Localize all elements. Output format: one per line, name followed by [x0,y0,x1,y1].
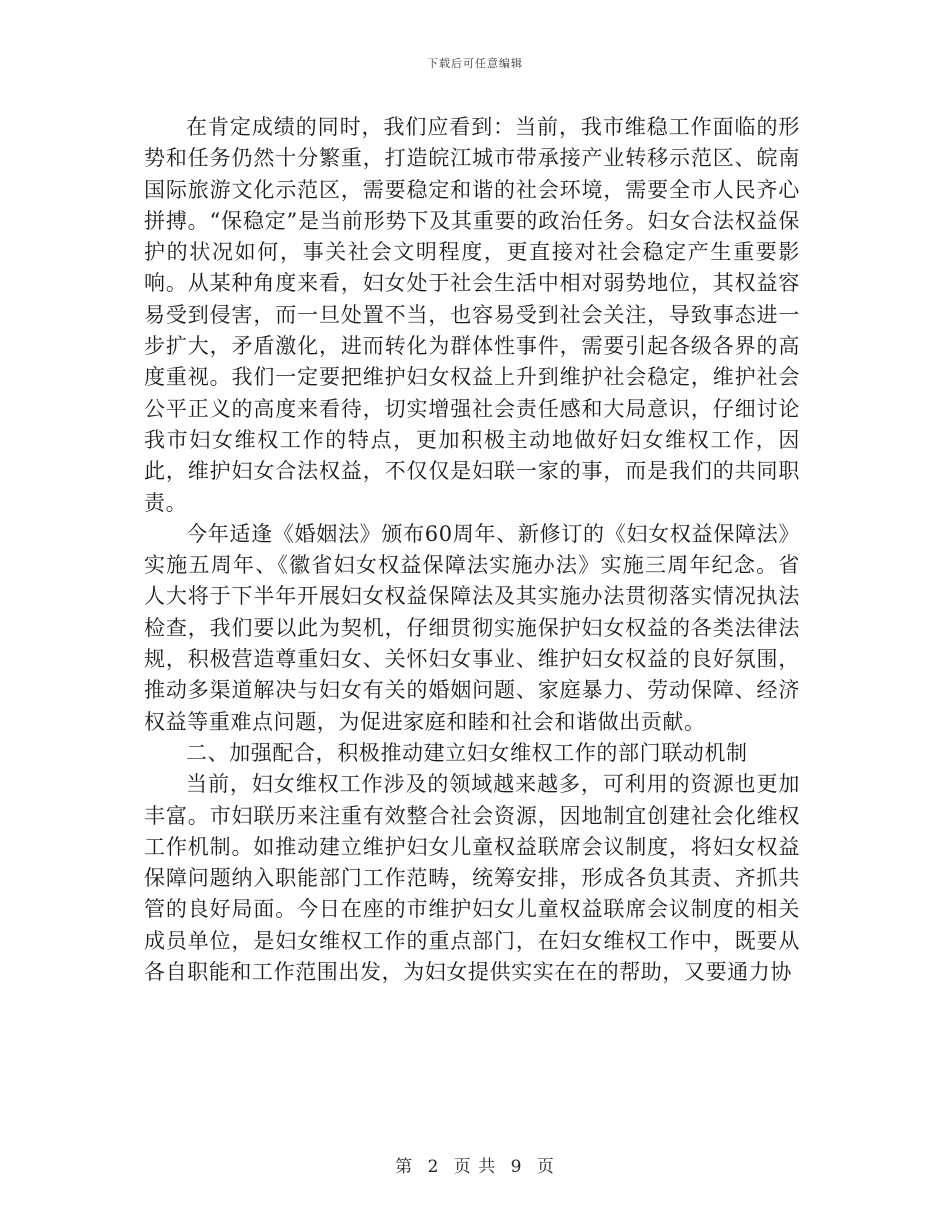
section-heading: 二、加强配合，积极推动建立妇女维权工作的部门联动机制 [186,740,748,765]
body-paragraph-2: 今年适逢《婚姻法》颁布60周年、新修订的《妇女权益保障法》实施五周年、《徽省妇女权益保障法实施办法》实施三周年纪念。省人大将于下半年开展妇女权益保障法及其实施办法贯彻落实情况执法检查，我们要以此为契机，仔细贯彻实施保护妇女权益的各类法律法规，积极营造尊重妇女、关怀妇女事业、维护妇女权益的良好氛围，推动多渠道解决与妇女有关的婚姻问题、家庭暴力、劳动保障、经济权益等重难点问题，为促进家庭和睦和社会和谐做出贡献。 [144,521,800,734]
footer-suffix: 页 [536,1157,555,1177]
footer-middle: 页 共 [453,1157,497,1177]
current-page-number: 2 [427,1157,440,1177]
document-body [144,112,800,988]
body-paragraph-1: 在肯定成绩的同时，我们应看到：当前，我市维稳工作面临的形势和任务仍然十分繁重，打造皖江城市带承接产业转移示范区、皖南国际旅游文化示范区，需要稳定和谐的社会环境，需要全市人民齐心拼搏。“保稳定”是当前形势下及其重要的政治任务。妇女合法权益保护的状况如何，事关社会文明程度，更直接对社会稳定产生重要影响。从某种角度来看，妇女处于社会生活中相对弱势地位，其权益容易受到侵害，而一旦处置不当，也容易受到社会关注，导致事态进一步扩大，矛盾激化，进而转化为群体性事件，需要引起各级各界的高度重视。我们一定要把维护妇女权益上升到维护社会稳定，维护社会公平正义的高度来看待，切实增强社会责任感和大局意识，仔细讨论我市妇女维权工作的特点，更加积极主动地做好妇女维权工作，因此，维护妇女合法权益，不仅仅是妇联一家的事，而是我们的共同职责。 [144,115,800,515]
header-note: 下载后可任意编辑 [427,57,523,70]
body-paragraph-3: 当前，妇女维权工作涉及的领域越来越多，可利用的资源也更加丰富。市妇联历来注重有效整合社会资源，因地制宜创建社会化维权工作机制。如推动建立维护妇女儿童权益联席会议制度，将妇女权益保障问题纳入职能部门工作范畴，统筹安排，形成各负其责、齐抓共管的良好局面。今日在座的市维护妇女儿童权益联席会议制度的相关成员单位，是妇女维权工作的重点部门，在妇女维权工作中，既要从各自职能和工作范围出发，为妇女提供实实在在的帮助，又要通力协 [144,772,800,985]
footer-prefix: 第 [395,1157,414,1177]
page-footer [0,1152,950,1177]
total-page-number: 9 [510,1157,523,1177]
